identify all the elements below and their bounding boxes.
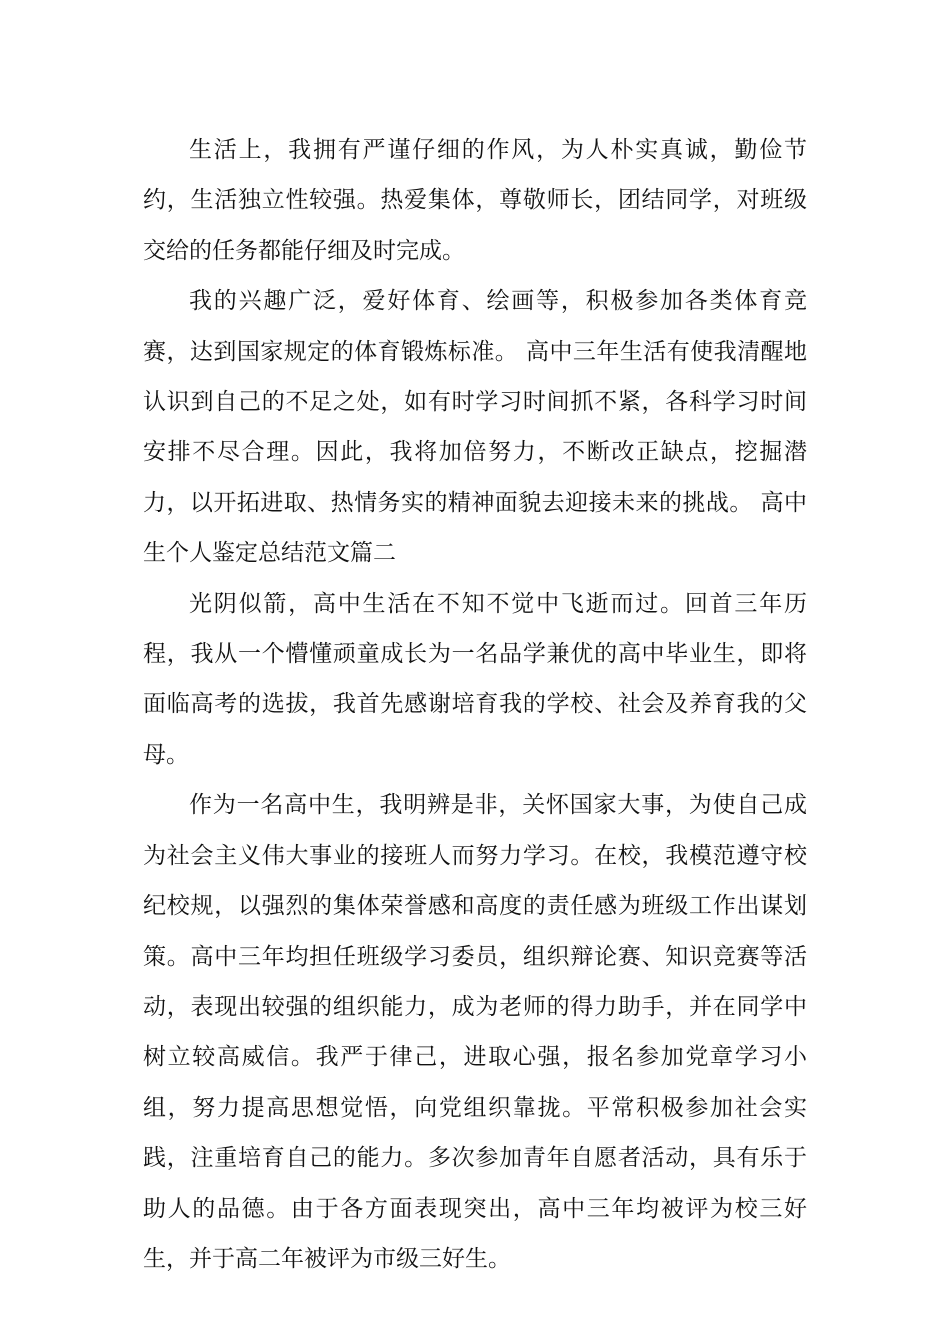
paragraph-lifestyle: 生活上，我拥有严谨仔细的作风，为人朴实真诚，勤俭节约，生活独立性较强。热爱集体，尊敬师长，团结同学，对班级交给的任务都能仔细及时完成。 <box>143 137 807 264</box>
paragraph-interests: 我的兴趣广泛，爱好体育、绘画等，积极参加各类体育竞赛，达到国家规定的体育锻炼标准。 高中三年生活有使我清醒地认识到自己的不足之处，如有时学习时间抓不紧，各科学习时间安排不尽合理。因此，我将加倍努力，不断改正缺点，挖掘潜力，以开拓进取、热情务实的精神面貌去迎接未来的挑战。 高中生个人鉴定总结范文篇二 <box>143 288 807 567</box>
document-page <box>143 125 807 1284</box>
paragraph-reflection: 光阴似箭，高中生活在不知不觉中飞逝而过。回首三年历程，我从一个懵懂顽童成长为一名品学兼优的高中毕业生，即将面临高考的选拔，我首先感谢培育我的学校、社会及养育我的父母。 <box>143 590 807 768</box>
paragraph-achievements: 作为一名高中生，我明辨是非，关怀国家大事，为使自己成为社会主义伟大事业的接班人而努力学习。在校，我模范遵守校纪校规，以强烈的集体荣誉感和高度的责任感为班级工作出谋划策。高中三年均担任班级学习委员，组织辩论赛、知识竞赛等活动，表现出较强的组织能力，成为老师的得力助手，并在同学中树立较高威信。我严于律己，进取心强，报名参加党章学习小组，努力提高思想觉悟，向党组织靠拢。平常积极参加社会实践，注重培育自己的能力。多次参加青年自愿者活动，具有乐于助人的品德。由于各方面表现突出，高中三年均被评为校三好生，并于高二年被评为市级三好生。 <box>143 792 807 1272</box>
